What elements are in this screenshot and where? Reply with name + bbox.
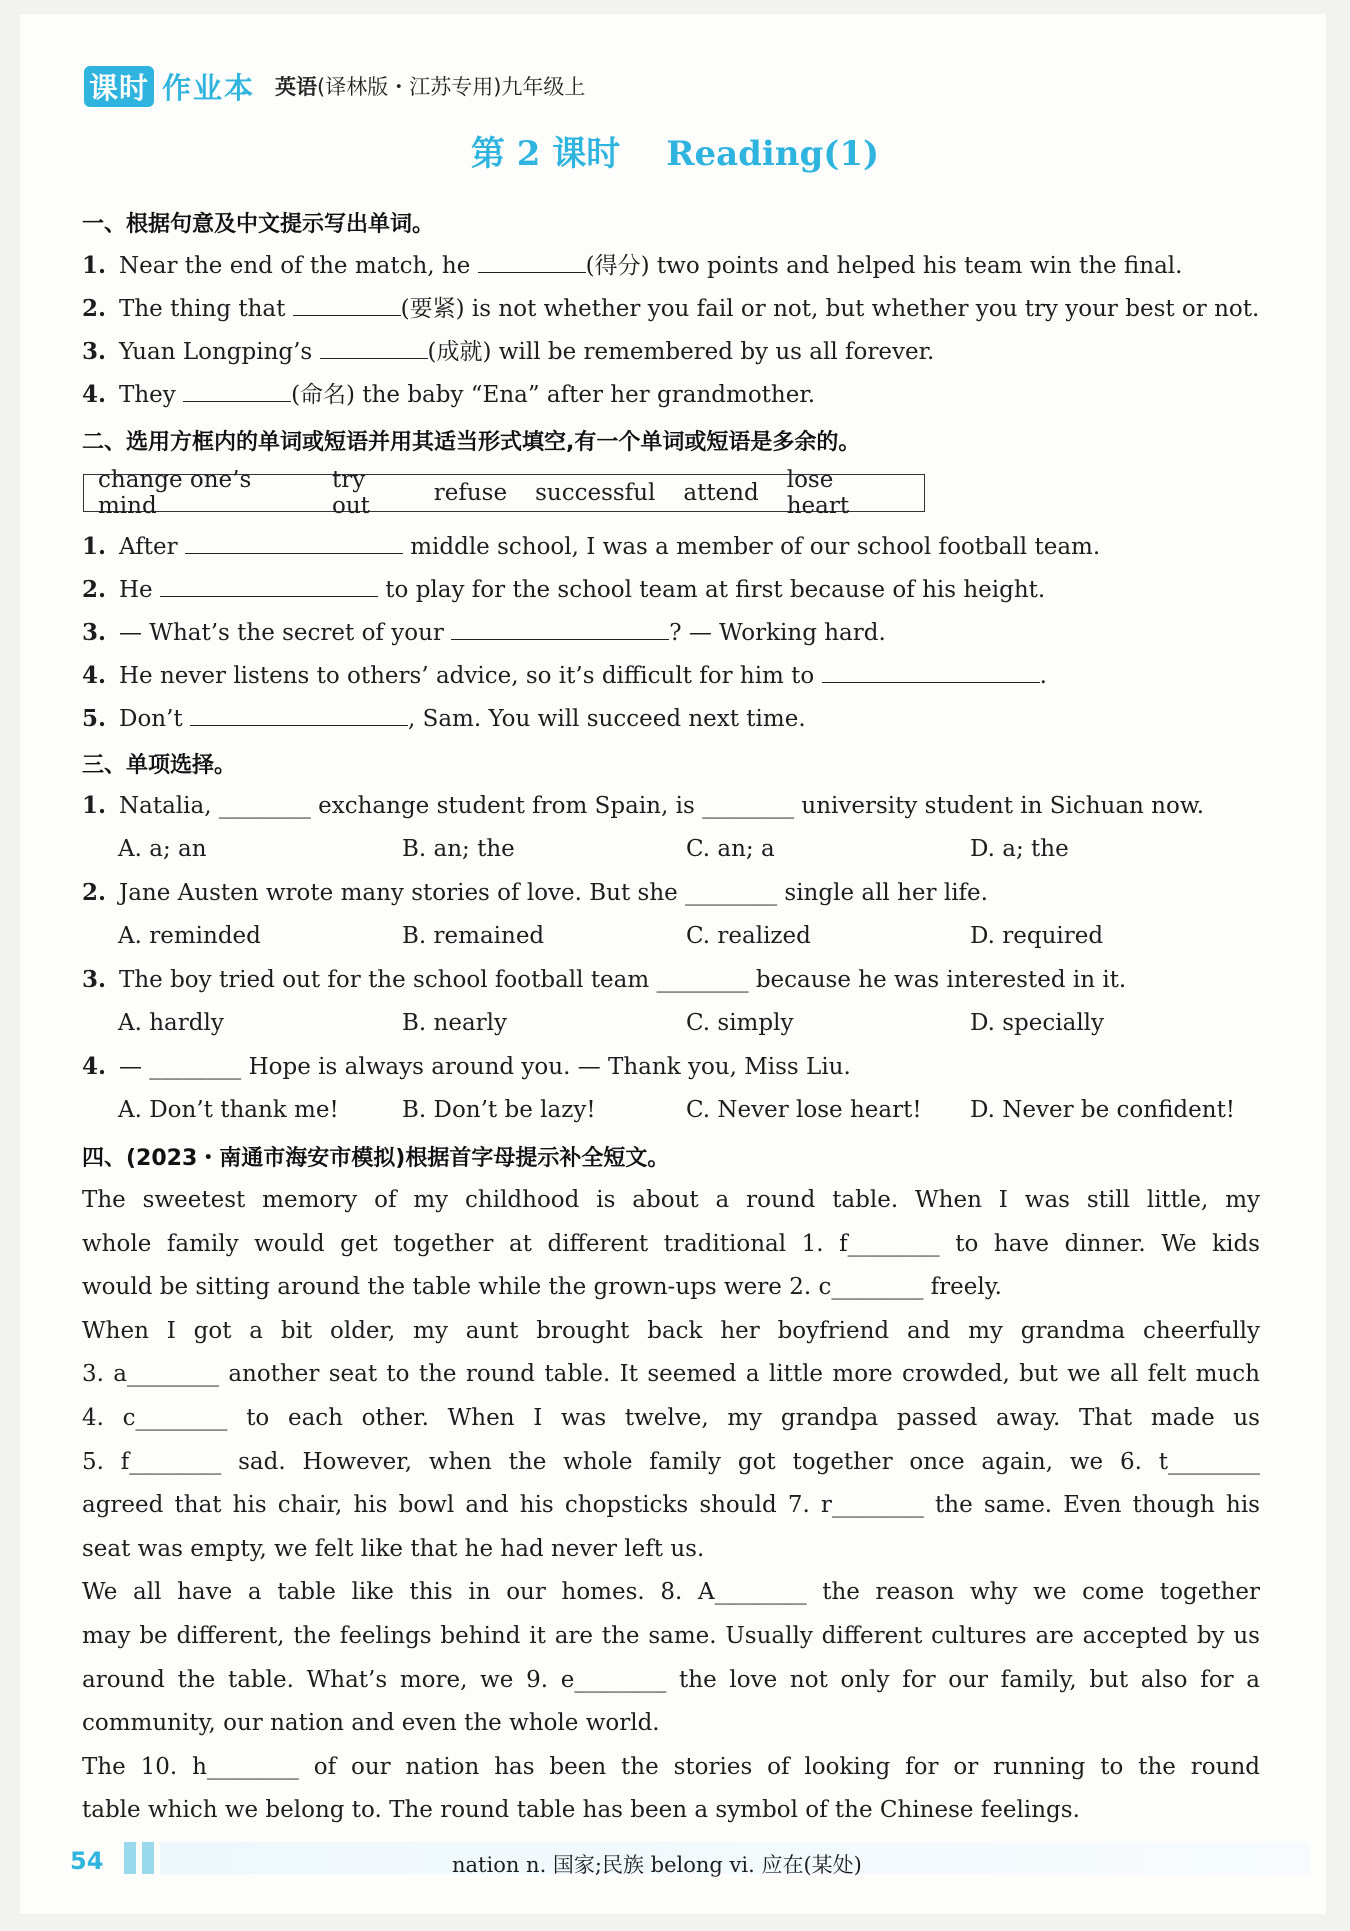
passage-line: around the table. What’s more, we 9. e________ the love not only for our family, but also for a <box>82 1666 1260 1693</box>
logo-box: 课时 <box>84 66 154 107</box>
passage-line: 3. a________ another seat to the round table. It seemed a little more crowded, but we all felt much <box>82 1361 1260 1388</box>
subject-rest: (译林版・江苏专用)九年级上 <box>317 75 586 99</box>
mcq-option[interactable]: D. Never be confident! <box>970 1097 1236 1123</box>
mcq-option[interactable]: C. an; a <box>686 836 775 862</box>
passage-line: The sweetest memory of my childhood is about a round table. When I was still little, my <box>82 1187 1260 1213</box>
lesson-number: 第 2 课时 <box>470 134 621 174</box>
s2-item: 3. — What’s the secret of your ? — Working hard. <box>82 619 886 646</box>
passage-line: seat was empty, we felt like that he had never left us. <box>82 1535 705 1562</box>
subject-label <box>275 71 585 101</box>
mcq-option[interactable]: A. Don’t thank me! <box>118 1097 339 1123</box>
mcq-option[interactable]: D. a; the <box>970 836 1069 862</box>
s1-item: 1. Near the end of the match, he (得分) two points and helped his team win the final. <box>82 252 1183 279</box>
mcq-option[interactable]: B. nearly <box>402 1010 508 1036</box>
word-bank-item: successful <box>535 480 656 506</box>
answer-blank[interactable] <box>451 617 669 640</box>
mcq-option[interactable]: B. Don’t be lazy! <box>402 1097 596 1123</box>
mcq-option[interactable]: A. a; an <box>118 836 207 862</box>
word-bank-item: refuse <box>433 480 508 506</box>
s1-item: 2. The thing that (要紧) is not whether you fail or not, but whether you try your best or not. <box>82 295 1260 322</box>
word-bank-item: change one’s mind <box>98 467 252 519</box>
passage-line: 4. c________ to each other. When I was twelve, my grandpa passed away. That made us <box>82 1405 1260 1431</box>
answer-blank[interactable] <box>320 336 428 359</box>
mcq-option[interactable]: A. reminded <box>118 923 261 949</box>
passage-line: may be different, the feelings behind it are the same. Usually different cultures are accepted by us <box>82 1623 1260 1649</box>
answer-blank[interactable] <box>185 531 403 554</box>
mcq-option[interactable]: D. required <box>970 923 1104 949</box>
passage-line: The 10. h________ of our nation has been the stories of looking for or running to the round <box>82 1753 1260 1780</box>
mcq-question: 1. Natalia, ________ exchange student from Spain, is ________ university student in Sichuan now. <box>82 792 1205 819</box>
mcq-option[interactable]: C. realized <box>686 923 811 949</box>
answer-blank[interactable] <box>478 250 586 273</box>
mcq-option[interactable]: C. simply <box>686 1010 794 1036</box>
section1-heading: 一、根据句意及中文提示写出单词。 <box>82 212 435 237</box>
word-bank-item: attend <box>683 480 759 506</box>
mcq-question: 2. Jane Austen wrote many stories of love. But she ________ single all her life. <box>82 879 988 906</box>
vocab-gloss: nation n. 国家;民族 belong vi. 应在(某处) <box>452 1853 862 1877</box>
lesson-topic: Reading(1) <box>666 134 880 174</box>
passage-line: community, our nation and even the whole world. <box>82 1710 660 1737</box>
s2-item: 5. Don’t , Sam. You will succeed next time. <box>82 705 806 732</box>
page-title <box>0 126 1350 175</box>
word-bank-item: try out <box>332 467 370 519</box>
s2-item: 4. He never listens to others’ advice, so it’s difficult for him to . <box>82 662 1047 689</box>
mcq-option[interactable]: D. specially <box>970 1010 1105 1036</box>
section2-heading: 二、选用方框内的单词或短语并用其适当形式填空,有一个单词或短语是多余的。 <box>82 430 861 455</box>
answer-blank[interactable] <box>822 660 1040 683</box>
page-number: 54 <box>70 1847 104 1875</box>
passage-line: When I got a bit older, my aunt brought back her boyfriend and my grandma cheerfully <box>82 1317 1260 1344</box>
logo-text: 作业本 <box>162 70 256 105</box>
passage-line: agreed that his chair, his bowl and his chopsticks should 7. r________ the same. Even though his <box>82 1492 1260 1519</box>
s2-item: 2. He to play for the school team at first because of his height. <box>82 576 1046 603</box>
passage-line: We all have a table like this in our homes. 8. A________ the reason why we come together <box>82 1579 1260 1606</box>
s1-item: 3. Yuan Longping’s (成就) will be remembered by us all forever. <box>82 338 935 365</box>
subject-bold: 英语 <box>275 75 318 99</box>
passage-line: would be sitting around the table while the grown-ups were 2. c________ freely. <box>82 1274 1002 1301</box>
answer-blank[interactable] <box>160 574 378 597</box>
mcq-option[interactable]: B. remained <box>402 923 545 949</box>
word-bank-item: lose heart <box>786 467 850 519</box>
passage-line: whole family would get together at different traditional 1. f________ to have dinner. We kids <box>82 1230 1260 1257</box>
passage-line: table which we belong to. The round table has been a symbol of the Chinese feelings. <box>82 1797 1080 1824</box>
section3-heading: 三、单项选择。 <box>82 753 237 778</box>
header <box>84 66 585 106</box>
mcq-option[interactable]: C. Never lose heart! <box>686 1097 922 1123</box>
section4-heading: 四、(2023・南通市海安市模拟)根据首字母提示补全短文。 <box>82 1146 670 1171</box>
mcq-option[interactable]: A. hardly <box>118 1010 224 1036</box>
brand-logo <box>84 66 255 107</box>
mcq-question: 3. The boy tried out for the school football team ________ because he was interested in it. <box>82 966 1127 993</box>
answer-blank[interactable] <box>293 293 401 316</box>
footer-bar <box>142 1842 154 1874</box>
word-bank-box <box>83 467 925 519</box>
passage-line: 5. f________ sad. However, when the whole family got together once again, we 6. t________ <box>82 1448 1260 1475</box>
mcq-option[interactable]: B. an; the <box>402 836 515 862</box>
footer-bar <box>124 1842 136 1874</box>
answer-blank[interactable] <box>183 379 291 402</box>
s2-item: 1. After middle school, I was a member of our school football team. <box>82 533 1101 560</box>
answer-blank[interactable] <box>190 703 408 726</box>
s1-item: 4. They (命名) the baby “Ena” after her grandmother. <box>82 381 816 408</box>
mcq-question: 4. — ________ Hope is always around you. — Thank you, Miss Liu. <box>82 1053 851 1080</box>
